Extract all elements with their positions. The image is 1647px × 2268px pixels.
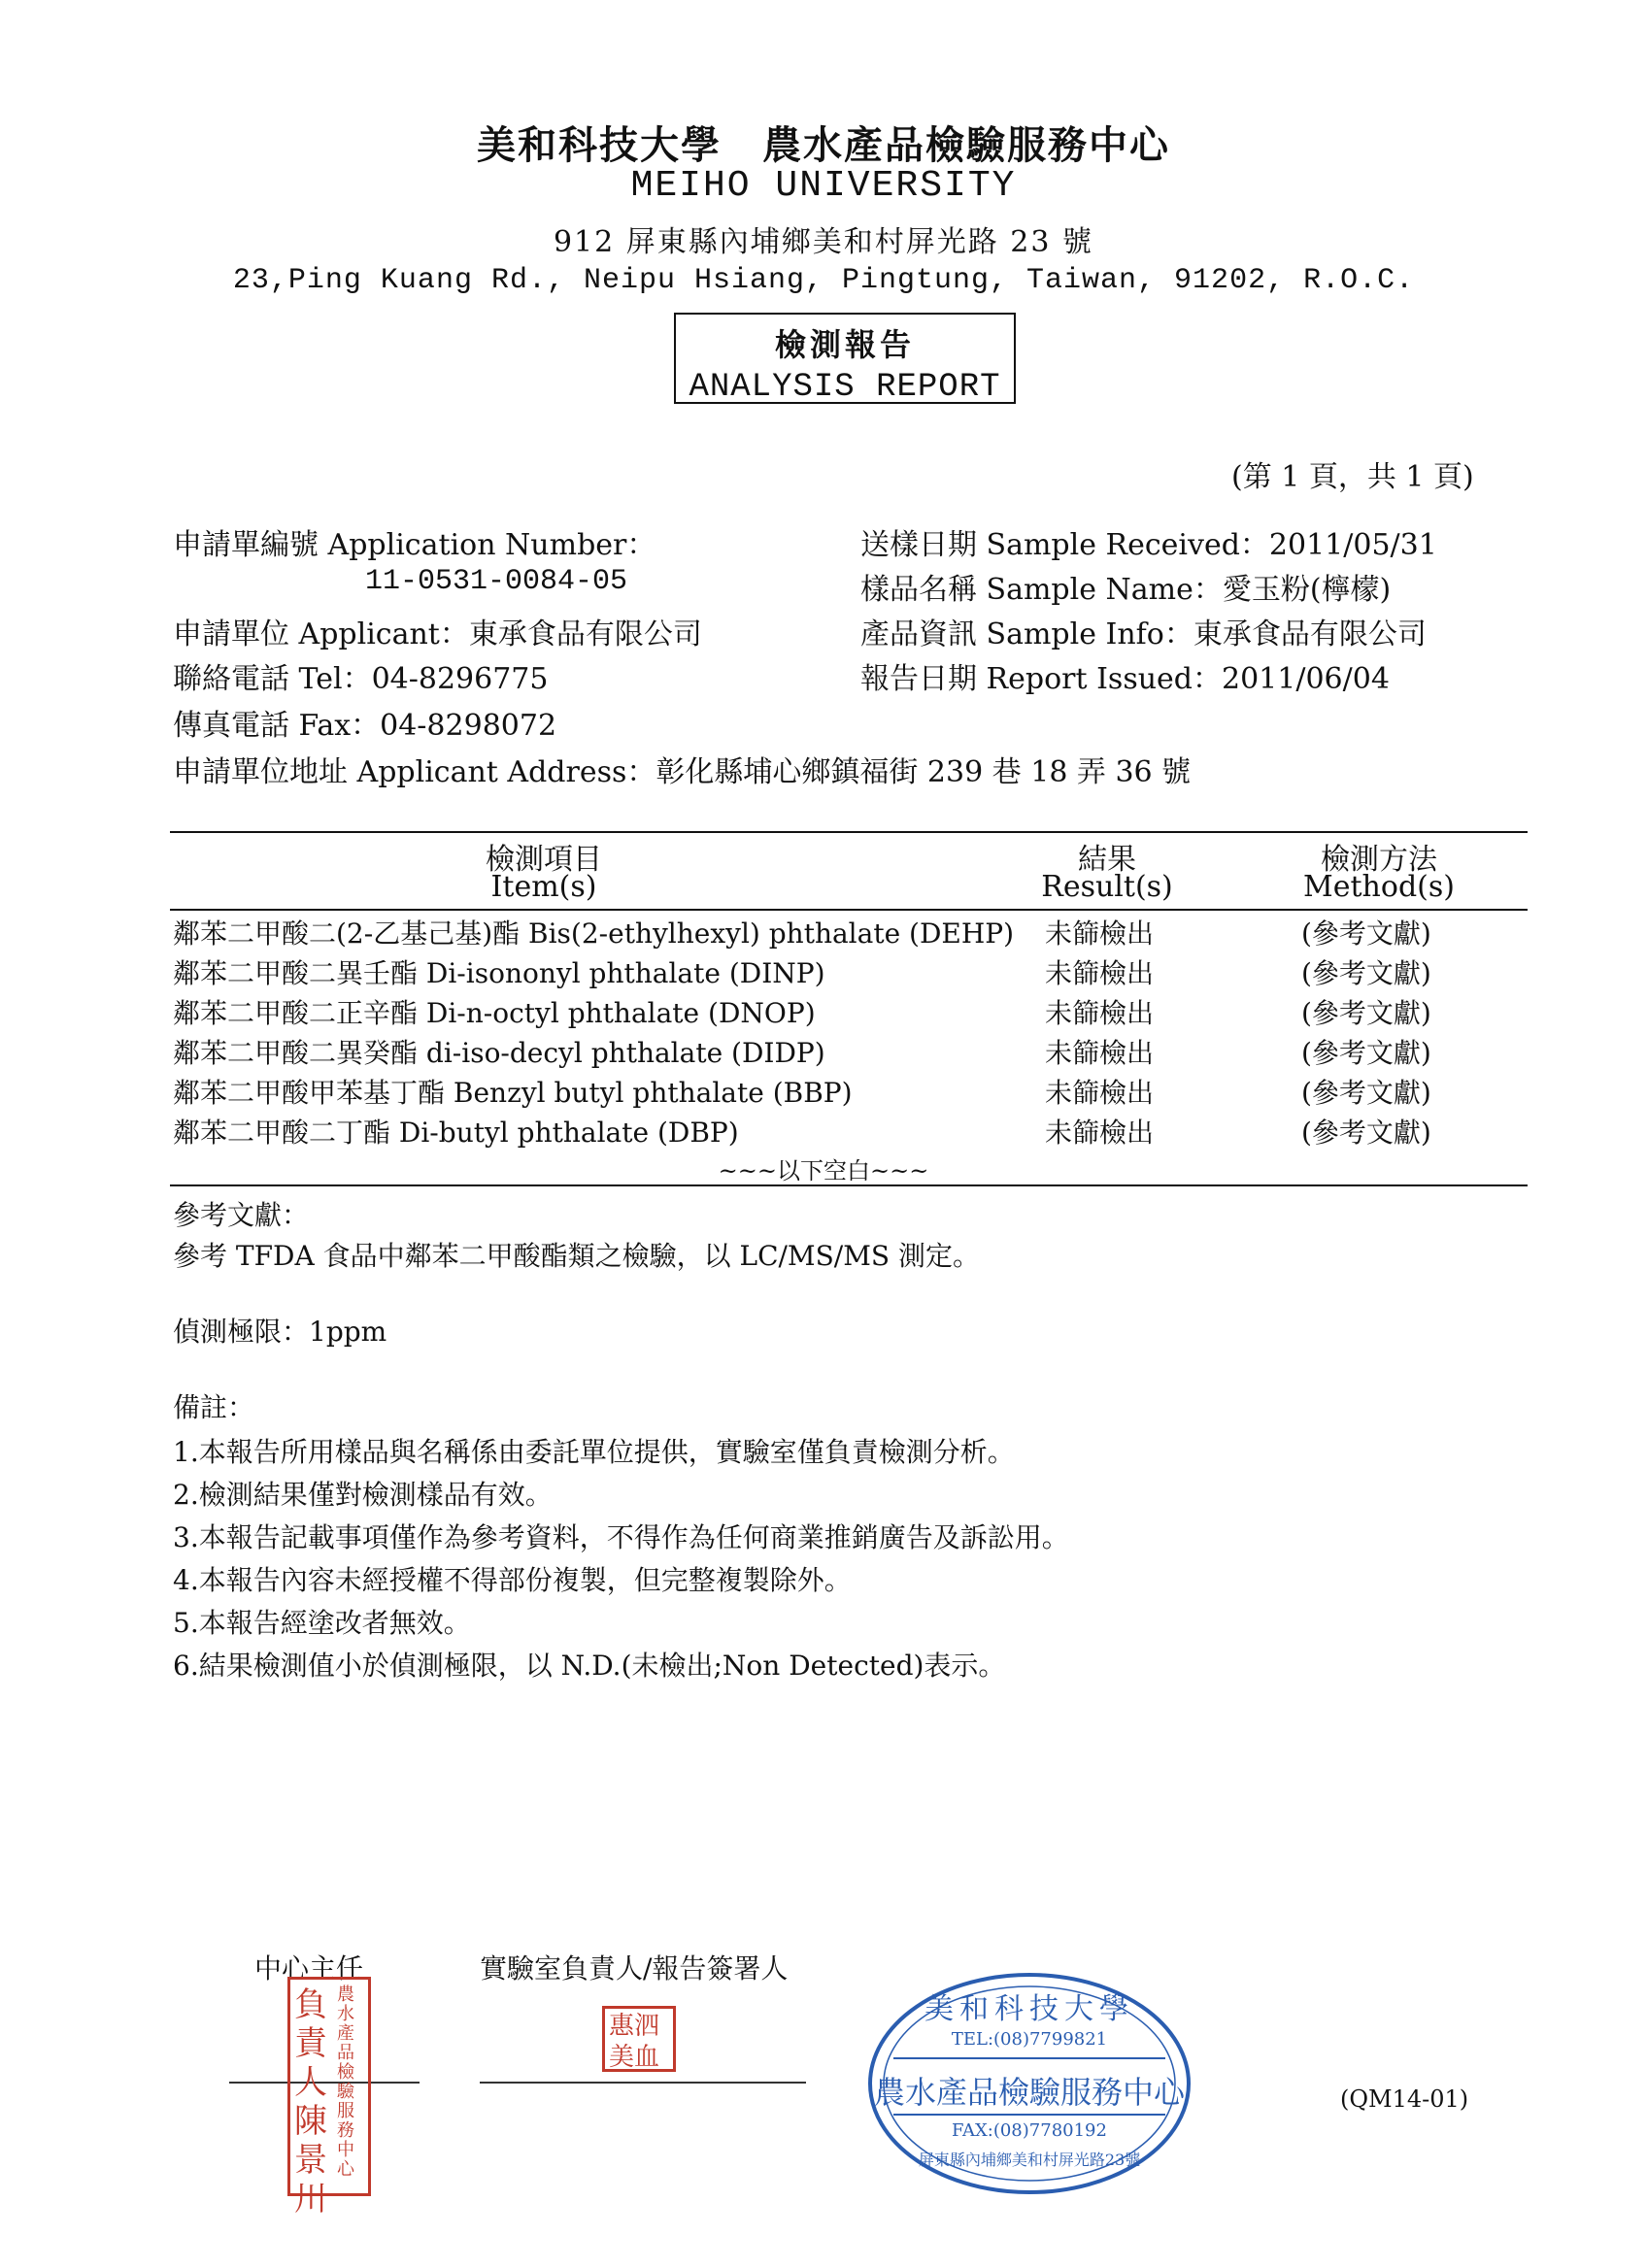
remark-item: 2.檢測結果僅對檢測樣品有效。 xyxy=(173,1479,553,1511)
report-issued: 報告日期 Report Issued：2011/06/04 xyxy=(860,662,1390,696)
form-code: (QM14-01) xyxy=(1340,2085,1469,2113)
row-method: (參考文獻) xyxy=(1301,1037,1431,1069)
row-item: 鄰苯二甲酸二異壬酯 Di-isononyl phthalate (DINP) xyxy=(173,957,825,989)
table-row xyxy=(173,992,1431,1031)
seal-center-name: 農水產品檢驗服務中心 xyxy=(873,2074,1185,2111)
seal-school-name: 美和科技大學 xyxy=(924,1992,1134,2026)
tel: 聯絡電話 Tel：04-8296775 xyxy=(173,662,549,696)
col-method-zh: 檢測方法 xyxy=(1321,843,1437,877)
table-bottom-rule xyxy=(170,1184,1528,1186)
sample-received: 送樣日期 Sample Received：2011/05/31 xyxy=(860,528,1437,562)
page-info: (第 1 頁，共 1 頁) xyxy=(1231,460,1474,494)
report-title-zh: 檢測報告 xyxy=(774,326,915,363)
sample-info: 產品資訊 Sample Info：東承食品有限公司 xyxy=(860,617,1427,651)
remarks-title: 備註： xyxy=(173,1391,255,1423)
row-result: 未篩檢出 xyxy=(1045,997,1155,1029)
applicant-address: 申請單位地址 Applicant Address：彰化縣埔心鄉鎮福街 239 巷 18 弄 36 號 xyxy=(173,755,1192,789)
col-item-en: Item(s) xyxy=(490,870,597,904)
address-en: 23,Ping Kuang Rd., Neipu Hsiang, Pingtung, Taiwan, 91202, R.O.C. xyxy=(232,264,1415,297)
fax: 傳真電話 Fax：04-8298072 xyxy=(173,709,557,743)
table-row xyxy=(173,913,1431,951)
detection-limit: 偵測極限：1ppm xyxy=(173,1316,387,1348)
table-row xyxy=(173,952,1431,991)
report-title-box xyxy=(674,313,1016,404)
row-item: 鄰苯二甲酸二異癸酯 di-iso-decyl phthalate (DIDP) xyxy=(173,1037,825,1069)
signer-seal: 惠泗美血 xyxy=(602,2006,676,2072)
table-row xyxy=(173,1112,1431,1151)
col-item-zh: 檢測項目 xyxy=(486,843,602,877)
row-item: 鄰苯二甲酸二(2-乙基己基)酯 Bis(2-ethylhexyl) phthalate (DEHP) xyxy=(173,917,1015,950)
applicant: 申請單位 Applicant：東承食品有限公司 xyxy=(173,617,702,651)
row-result: 未篩檢出 xyxy=(1045,1077,1155,1109)
row-result: 未篩檢出 xyxy=(1045,1037,1155,1069)
application-number-value: 11-0531-0084-05 xyxy=(365,565,628,598)
col-result-en: Result(s) xyxy=(1041,870,1173,904)
remark-item: 3.本報告記載事項僅作為參考資料，不得作為任何商業推銷廣告及訴訟用。 xyxy=(173,1521,1069,1553)
row-item: 鄰苯二甲酸二丁酯 Di-butyl phthalate (DBP) xyxy=(173,1117,739,1149)
lab-signature-line xyxy=(480,2082,806,2084)
university-seal xyxy=(864,1969,1194,2198)
director-seal-side: 農水產品檢驗服務中心 xyxy=(337,1984,354,2180)
row-result: 未篩檢出 xyxy=(1045,1117,1155,1149)
row-item: 鄰苯二甲酸二正辛酯 Di-n-octyl phthalate (DNOP) xyxy=(173,997,816,1029)
table-row xyxy=(173,1072,1431,1111)
row-method: (參考文獻) xyxy=(1301,957,1431,989)
remark-item: 1.本報告所用樣品與名稱係由委託單位提供，實驗室僅負責檢測分析。 xyxy=(173,1436,1015,1468)
seal-address: 屏東縣內埔鄉美和村屏光路23號 xyxy=(918,2151,1141,2169)
col-result-zh: 結果 xyxy=(1078,843,1136,877)
application-number-label: 申請單編號 Application Number： xyxy=(173,528,656,562)
table-row xyxy=(173,1032,1431,1071)
row-method: (參考文獻) xyxy=(1301,997,1431,1029)
table-header-rule xyxy=(170,909,1528,911)
director-label: 中心主任 xyxy=(254,1952,364,1984)
row-method: (參考文獻) xyxy=(1301,1117,1431,1149)
school-name-zh: 美和科技大學 農水產品檢驗服務中心 xyxy=(477,122,1170,168)
remark-item: 4.本報告內容未經授權不得部份複製，但完整複製除外。 xyxy=(173,1564,852,1596)
seal-tel: TEL:(08)7799821 xyxy=(951,2029,1108,2050)
reference-text: 參考 TFDA 食品中鄰苯二甲酸酯類之檢驗，以 LC/MS/MS 測定。 xyxy=(173,1240,980,1272)
address-zh: 912 屏東縣內埔鄉美和村屏光路 23 號 xyxy=(553,225,1094,259)
row-item: 鄰苯二甲酸甲苯基丁酯 Benzyl butyl phthalate (BBP) xyxy=(173,1077,853,1109)
table-top-rule xyxy=(170,831,1528,833)
row-method: (參考文獻) xyxy=(1301,1077,1431,1109)
director-seal xyxy=(287,1977,371,2218)
remark-item: 5.本報告經塗改者無效。 xyxy=(173,1607,471,1639)
col-method-en: Method(s) xyxy=(1303,870,1455,904)
lab-signer-label: 實驗室負責人/報告簽署人 xyxy=(480,1952,789,1984)
sample-name: 樣品名稱 Sample Name：愛玉粉(檸檬) xyxy=(860,573,1392,607)
seal-fax: FAX:(08)7780192 xyxy=(952,2120,1107,2141)
report-title-en: ANALYSIS REPORT xyxy=(689,369,1001,406)
reference-title: 參考文獻： xyxy=(173,1199,310,1231)
director-seal-name: 負責人陳景川 xyxy=(294,1985,327,2218)
row-result: 未篩檢出 xyxy=(1045,917,1155,950)
row-result: 未篩檢出 xyxy=(1045,957,1155,989)
end-marker: ~~~以下空白~~~ xyxy=(718,1157,929,1184)
school-name-en: MEIHO UNIVERSITY xyxy=(630,165,1017,207)
remark-item: 6.結果檢測值小於偵測極限，以 N.D.(未檢出;Non Detected)表示。 xyxy=(173,1650,1006,1682)
row-method: (參考文獻) xyxy=(1301,917,1431,950)
